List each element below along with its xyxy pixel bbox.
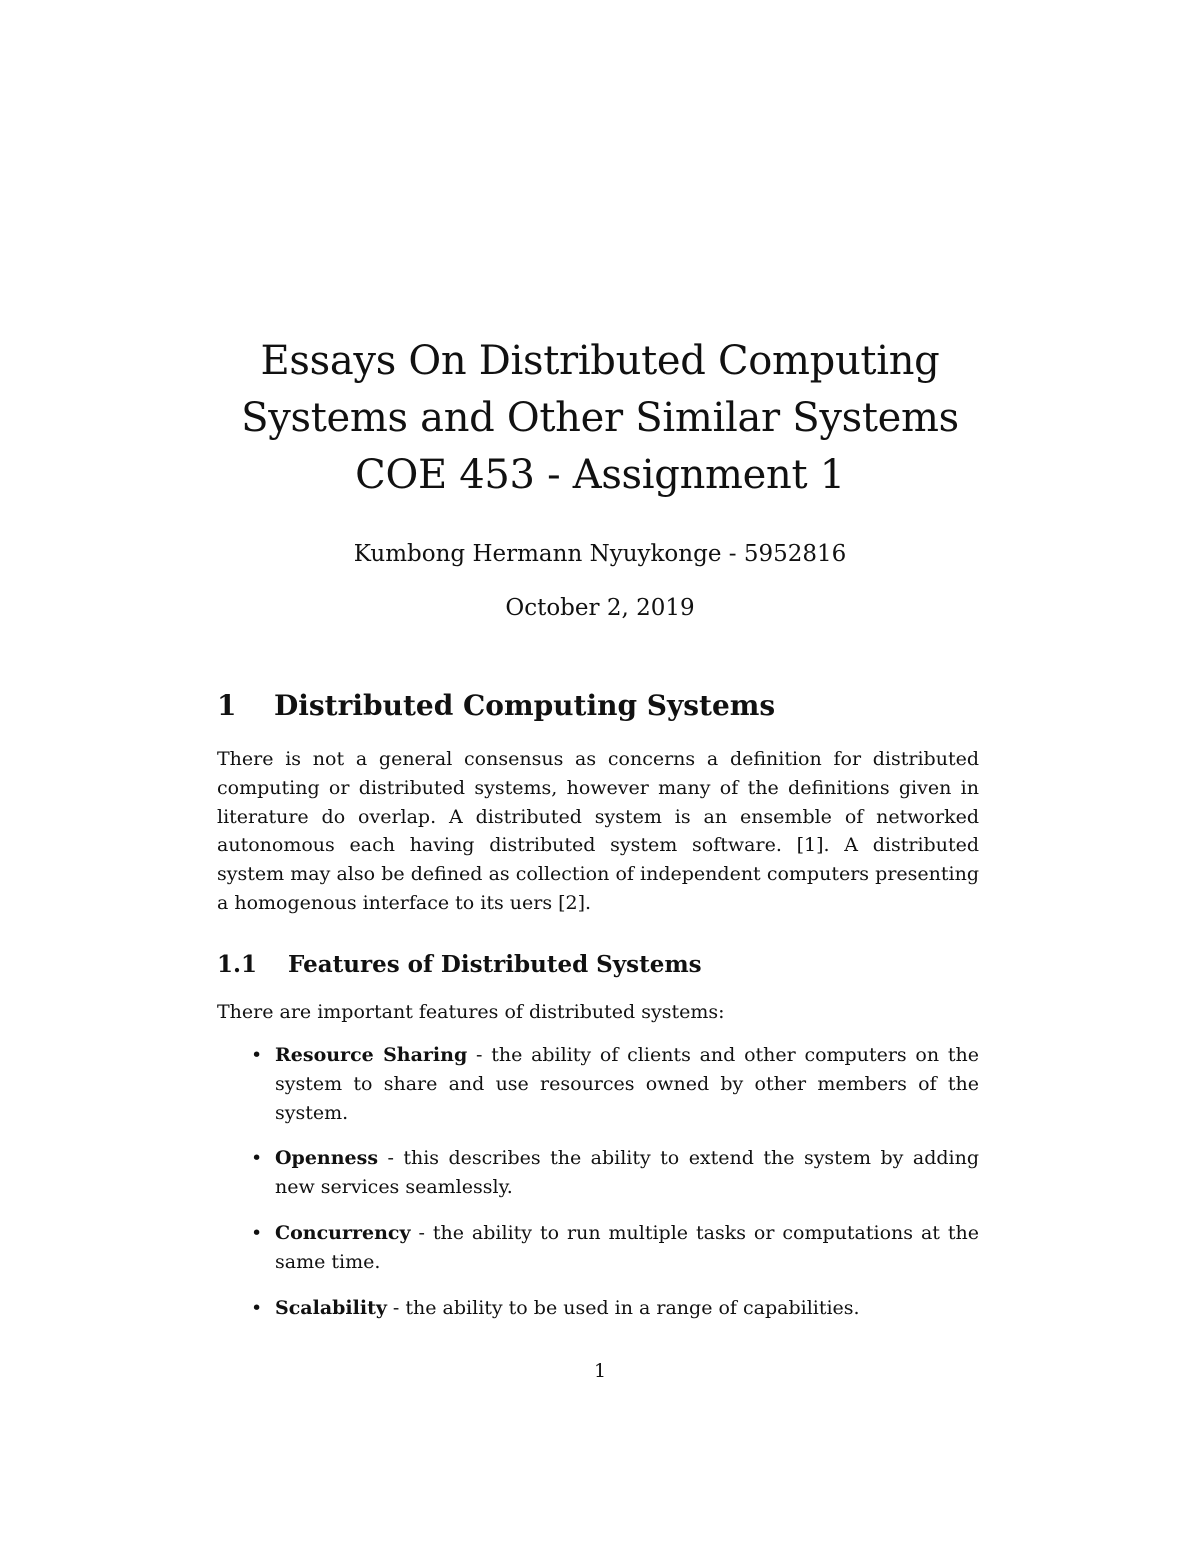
- section-paragraph: There is not a general consensus as concerns a definition for distributed computing or distributed systems, however many of the definitions given in literature do overlap. A distributed system is an ensemble of networked autonomous each having distributed system software. [1]. A distributed system may also be defined as collection of independent computers presenting a homogenous interface to its uers [2].: [217, 748, 979, 914]
- list-item: [217, 1294, 979, 1323]
- subsection-number: 1.1: [217, 951, 258, 978]
- date-line: October 2, 2019: [505, 595, 695, 621]
- feature-description: - the ability to run multiple tasks or computations at the same time.: [275, 1221, 979, 1273]
- section-title: Distributed Computing Systems: [274, 689, 776, 722]
- bullet-icon: •: [251, 1296, 263, 1319]
- bullet-icon: •: [251, 1221, 263, 1244]
- feature-description: - the ability to be used in a range of capabilities.: [386, 1296, 860, 1319]
- feature-description: - the ability of clients and other computers on the system to share and use resources owned by other members of the system.: [275, 1044, 979, 1124]
- title-line-1: Essays On Distributed Computing: [260, 338, 940, 384]
- page-number: 1: [593, 1360, 607, 1382]
- feature-term: Scalability: [275, 1296, 387, 1319]
- feature-list: [217, 1041, 979, 1339]
- bullet-icon: •: [251, 1147, 263, 1170]
- title-block: [0, 333, 1200, 504]
- feature-term: Openness: [275, 1147, 379, 1170]
- section-number: 1: [217, 689, 237, 722]
- bullet-icon: •: [251, 1044, 263, 1066]
- section-heading: [217, 686, 987, 726]
- list-item: [217, 1219, 979, 1277]
- features-intro: There are important features of distributed systems:: [217, 1001, 725, 1023]
- subsection-heading: [217, 948, 987, 982]
- list-item: [217, 1144, 979, 1202]
- title-line-2: Systems and Other Similar Systems: [241, 395, 959, 441]
- list-item: [217, 1041, 979, 1127]
- feature-description: - this describes the ability to extend the system by adding new services seamlessly.: [275, 1147, 979, 1199]
- title-line-3: COE 453 - Assignment 1: [355, 452, 845, 498]
- subsection-title: Features of Distributed Systems: [288, 951, 702, 978]
- feature-term: Resource Sharing: [275, 1044, 468, 1066]
- feature-term: Concurrency: [275, 1221, 411, 1244]
- author-line: Kumbong Hermann Nyuykonge - 5952816: [353, 541, 847, 567]
